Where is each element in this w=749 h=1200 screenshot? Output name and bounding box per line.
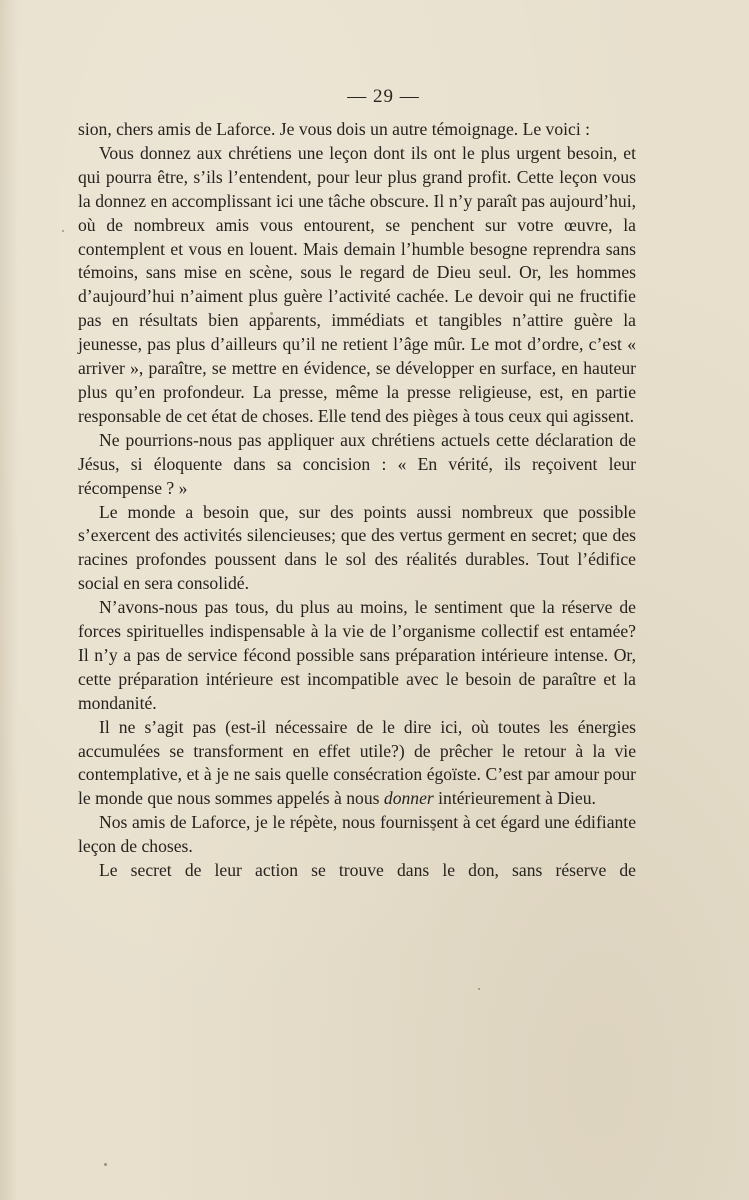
paragraph-1: sion, chers amis de Laforce. Je vous dois un autre témoignage. Le voici : [78, 119, 591, 139]
paper-speck [478, 988, 480, 990]
paragraph-4: Le monde a besoin que, sur des points aussi nombreux que possible s’exercent des activités silencieuses; que des vertus germent en secret; que des racines profondes poussent dans le sol des réalités durables. Tout l’édifice social en sera consolidé. [78, 501, 636, 594]
paragraph-2: Vous donnez aux chrétiens une leçon dont ils ont le plus urgent besoin, et qui pourra être, s’ils l’entendent, pour leur plus grand profit. Cette leçon vous la donnez en accomplissant ici une tâche obscure. Il n’y paraît pas aujourd’hui, où de nombreux amis vous entourent, se penchent sur votre œuvre, la contemplent et vous en louent. Mais demain l’humble besogne reprendra sans témoins, sans mise en scène, sous le regard de Dieu seul. Or, les hommes d’aujourd’hui n’aiment plus guère l’activité cachée. Le devoir qui ne fructifie pas en résultats bien apparents, immédiats et tangibles n’attire guère la jeunesse, pas plus d’ailleurs qu’il ne retient l’âge mûr. Le mot d’ordre, c’est « arriver », paraître, se mettre en évidence, se développer en surface, en hauteur plus qu’en profondeur. La presse, même la presse religieuse, est, en partie responsable de cet état de choses. Elle tend des pièges à tous ceux qui agissent. [78, 142, 636, 426]
emphasis-word: donner [383, 788, 434, 809]
paragraph-8: Le secret de leur action se trouve dans le don, sans réserve de [99, 860, 636, 881]
paragraph-6-after: intérieurement à Dieu. [433, 788, 596, 809]
paragraph-6-before: Il ne s’agit pas (est-il nécessaire de le dire ici, où toutes les énergies accumulées se transforment en effet utile?) de prêcher le retour à la vie contemplative, et à je ne sais quelle consécration égoïste. C’est par amour pour le monde que nous sommes appelés à nous [78, 716, 636, 809]
paragraph-7: Nos amis de Laforce, je le répète, nous fournissent à cet égard une édifiante leçon de choses. [78, 812, 636, 857]
paper-speck [432, 828, 435, 831]
body-text [78, 118, 636, 883]
paper-speck [104, 1163, 107, 1166]
paper-speck [62, 230, 64, 232]
paper-speck [270, 312, 273, 315]
paragraph-5: N’avons-nous pas tous, du plus au moins, le sentiment que la réserve de forces spirituelles indispensable à la vie de l’organisme collectif est entamée? Il n’y a pas de service fécond possible sans préparation intérieure intense. Or, cette préparation intérieure est incompatible avec le besoin de paraître et la mondanité. [78, 597, 636, 713]
paragraph-3: Ne pourrions-nous pas appliquer aux chrétiens actuels cette déclaration de Jésus, si éloquente dans sa concision : « En vérité, ils reçoivent leur récompense ? » [78, 429, 636, 498]
page-number: — 29 — [347, 86, 420, 107]
paragraph-6 [78, 716, 636, 812]
